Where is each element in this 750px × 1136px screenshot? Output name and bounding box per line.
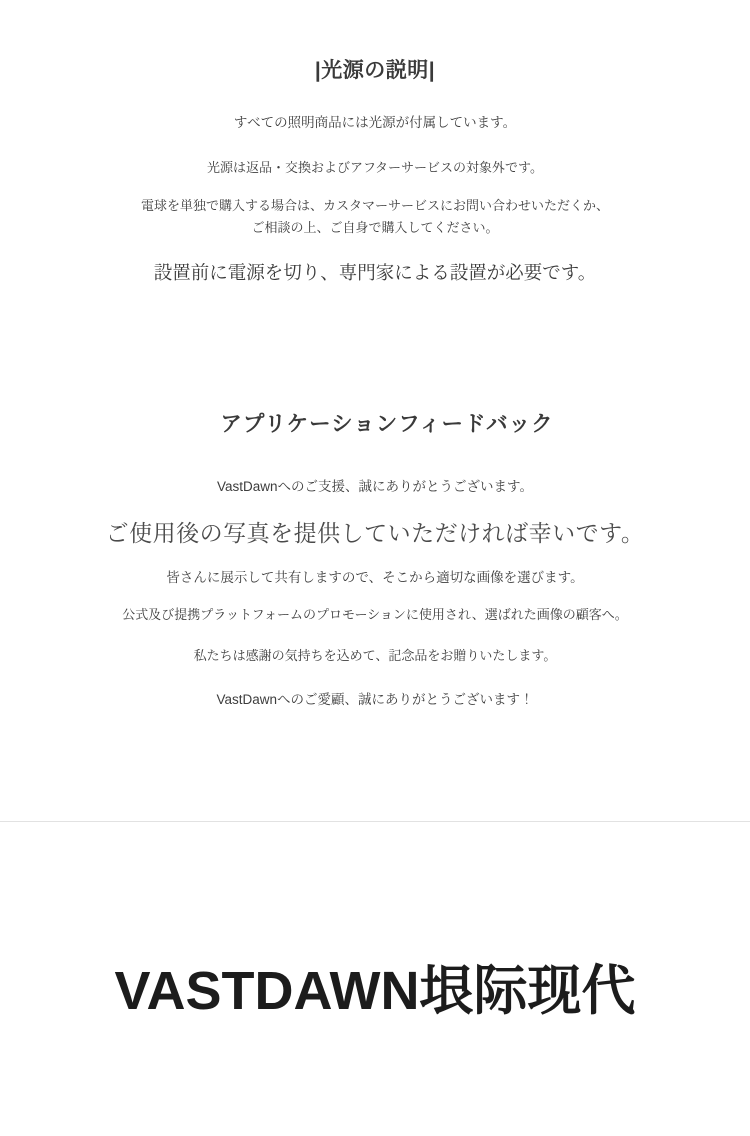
brand-name: VASTDAWN垠际现代: [114, 961, 636, 1021]
light-source-section: [0, 0, 750, 287]
feedback-photo-request: ご使用後の写真を提供していただければ幸いです。: [105, 520, 645, 547]
light-source-note-warranty: 光源は返品・交換およびアフターサービスの対象外です。: [206, 159, 544, 175]
application-feedback-section: [0, 407, 750, 708]
feedback-photo-share: 皆さんに展示して共有しますので、そこから適切な画像を選びます。: [166, 570, 584, 586]
light-source-note-included: すべての照明商品には光源が付属しています。: [233, 115, 517, 131]
brand-footer: [0, 962, 750, 1021]
light-source-heading: |光源の説明|: [314, 59, 436, 82]
feedback-thanks-closing: VastDawnへのご愛顧、誠にありがとうございます！: [216, 692, 534, 708]
feedback-gift-note: 私たちは感謝の気持ちを込めて、記念品をお贈りいたします。: [193, 648, 557, 664]
feedback-promotion-use: 公式及び提携プラットフォームのプロモーションに使用され、選ばれた画像の顧客へ。: [122, 607, 628, 623]
section-divider: [0, 821, 750, 822]
light-source-note-bulb-purchase: 電球を単独で購入する場合は、カスタマーサービスにお問い合わせいただくか、ご相談の上、ご自身で購入してください。: [140, 198, 609, 236]
feedback-thanks-support: VastDawnへのご支援、誠にありがとうございます。: [217, 479, 533, 495]
feedback-heading: アプリケーションフィードバック: [220, 412, 554, 437]
light-source-note-installation: 設置前に電源を切り、専門家による設置が必要です。: [153, 262, 597, 284]
